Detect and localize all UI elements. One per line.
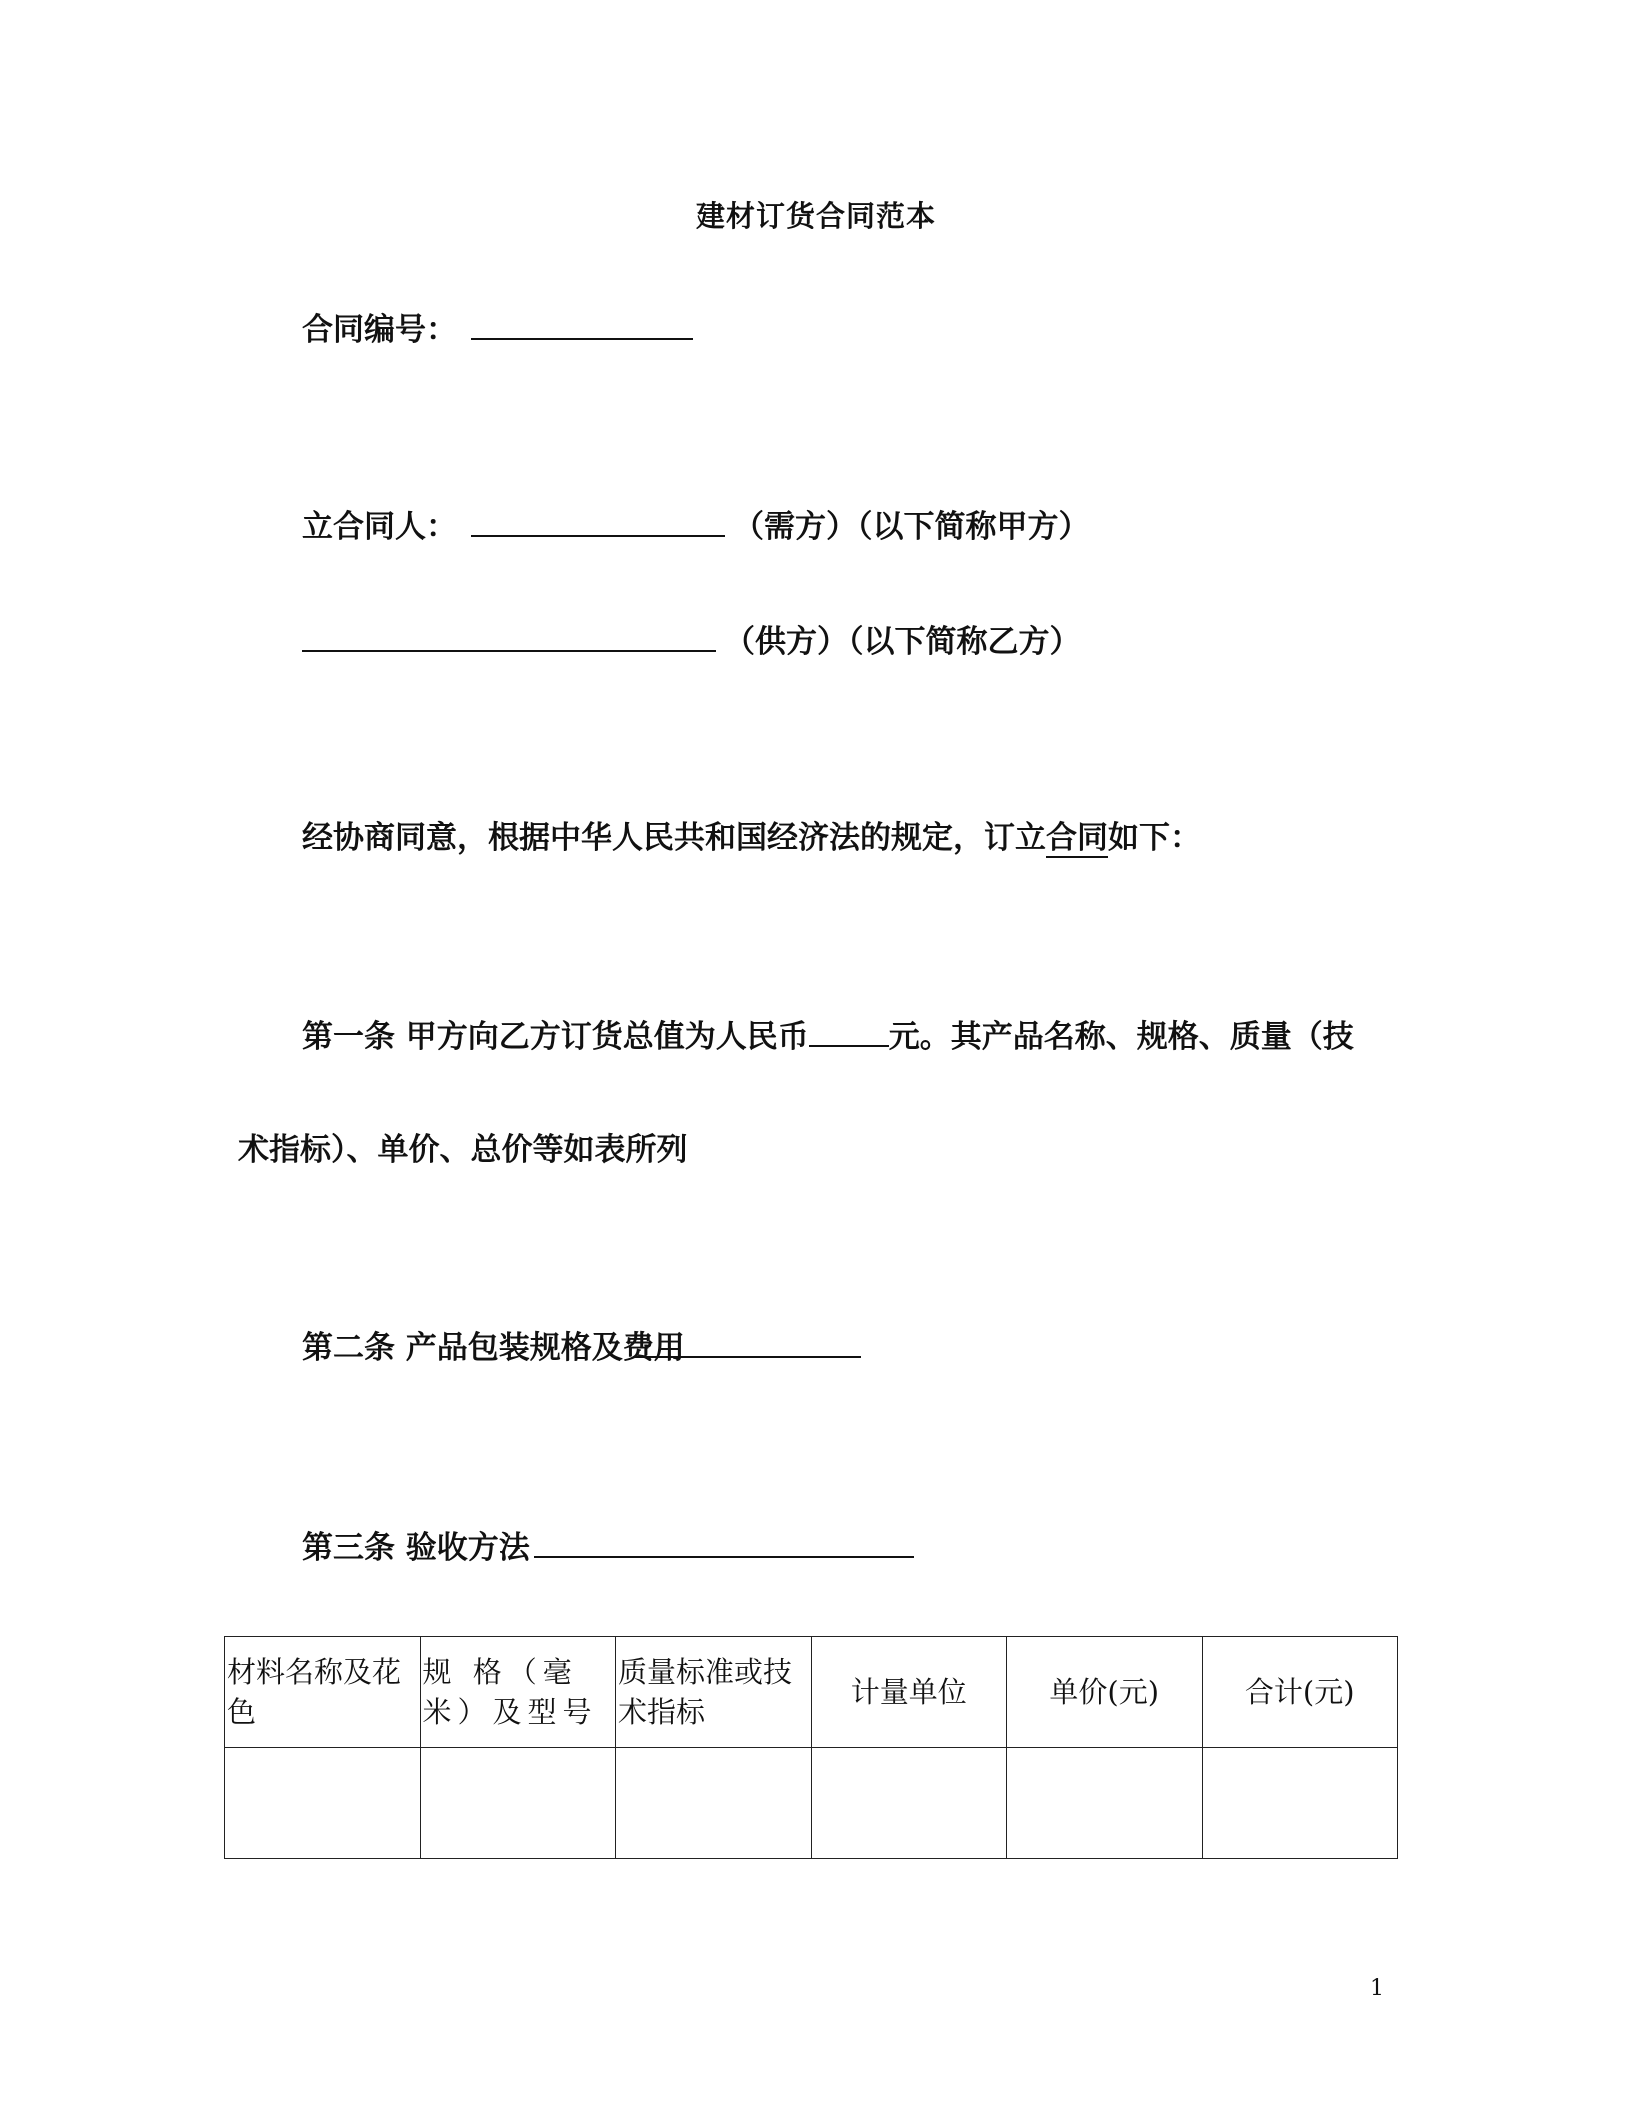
article-1-text-cont: 元。其产品名称、规格、质量（技 — [888, 1019, 1354, 1055]
table-header-row — [225, 1637, 1398, 1748]
party-a-blank — [471, 505, 725, 537]
contract-number-blank — [471, 308, 693, 340]
table-cell — [1202, 1748, 1398, 1859]
preamble-underlined-word: 合同 — [1046, 820, 1108, 856]
article-2-text: 第二条 产品包装规格及费用 — [302, 1330, 685, 1366]
party-b-role: （供方）（以下简称乙方） — [724, 624, 1081, 660]
preamble-text-end: 如下： — [1108, 820, 1201, 856]
table-cell — [811, 1748, 1007, 1859]
article-3 — [302, 1526, 914, 1568]
contract-number-label: 合同编号： — [302, 312, 457, 348]
page-number: 1 — [1370, 1976, 1384, 2001]
document-title: 建材订货合同范本 — [695, 199, 936, 233]
party-a-role: （需方）（以下简称甲方） — [733, 509, 1090, 545]
party-label: 立合同人： — [302, 509, 457, 545]
header-cell-unit: 计量单位 — [811, 1637, 1007, 1748]
article-1-line-1 — [302, 1015, 1354, 1057]
table-row — [225, 1748, 1398, 1859]
preamble — [302, 818, 1201, 858]
header-cell-quality: 质量标准或技术指标 — [616, 1637, 812, 1748]
article-1-line-2: 术指标）、单价、总价等如表所列 — [238, 1132, 688, 1168]
header-cell-material: 材料名称及花色 — [225, 1637, 421, 1748]
table-cell — [1007, 1748, 1203, 1859]
header-cell-total: 合计(元) — [1202, 1637, 1398, 1748]
table-cell — [616, 1748, 812, 1859]
article-1-amount-blank — [809, 1015, 889, 1047]
article-1-text: 第一条 甲方向乙方订货总值为人民币 — [302, 1019, 809, 1055]
header-cell-unit-price: 单价(元) — [1007, 1637, 1203, 1748]
party-a-line — [302, 505, 1090, 547]
article-2-blank — [633, 1326, 861, 1358]
article-3-blank — [534, 1526, 914, 1558]
contract-number-line — [302, 308, 693, 350]
table-cell — [420, 1748, 616, 1859]
preamble-text: 经协商同意，根据中华人民共和国经济法的规定，订立 — [302, 820, 1046, 856]
table-cell — [225, 1748, 421, 1859]
party-b-blank — [302, 620, 716, 652]
party-b-line — [302, 620, 1081, 662]
article-3-text: 第三条 验收方法 — [302, 1530, 530, 1566]
article-2 — [302, 1326, 861, 1368]
product-spec-table — [224, 1636, 1398, 1859]
header-cell-spec: 规 格（毫 米）及型号 — [420, 1637, 616, 1748]
